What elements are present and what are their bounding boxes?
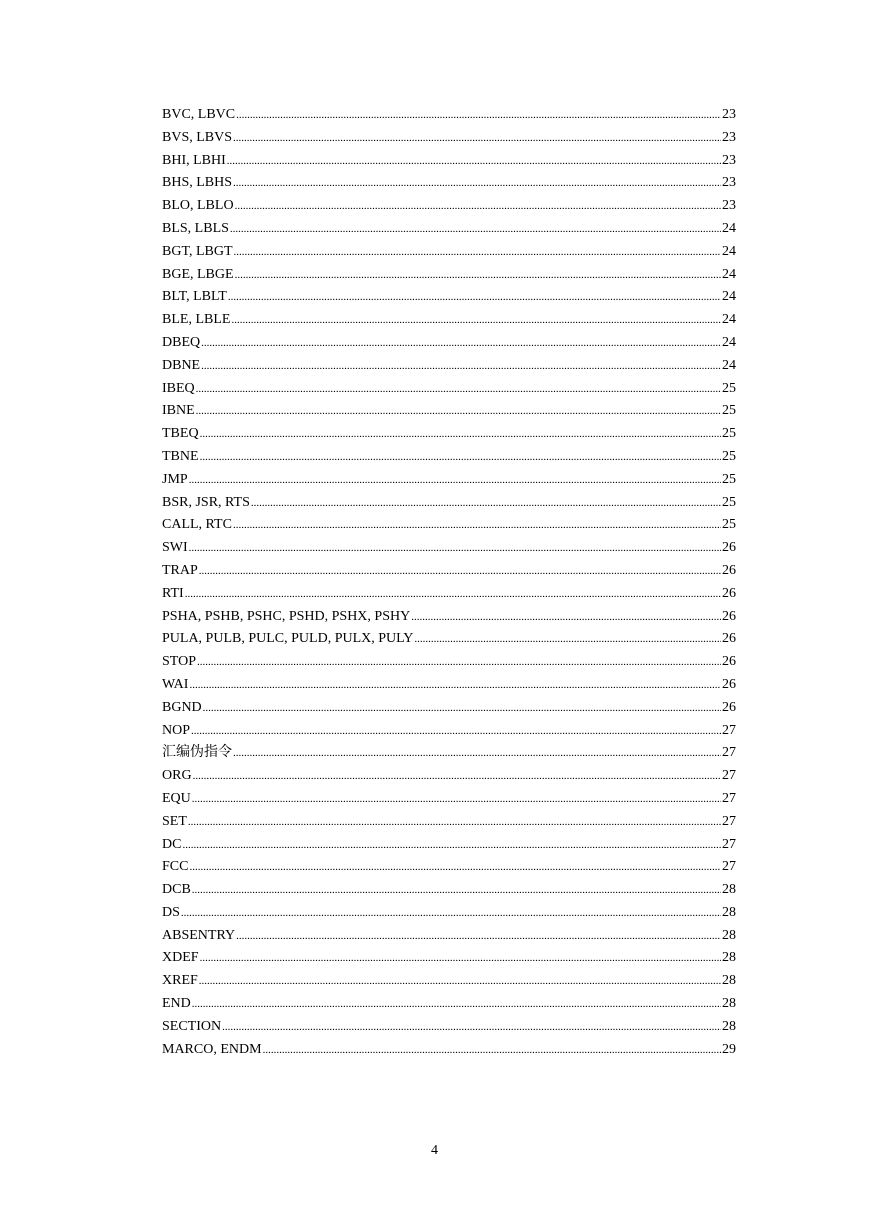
toc-entry-label: BVC, LBVC <box>162 107 236 122</box>
toc-entry-label: BLO, LBLO <box>162 198 234 214</box>
toc-entry-page: 27 <box>722 745 736 761</box>
toc-entry-label: IBNE <box>162 403 195 419</box>
toc-entry[interactable] <box>162 788 736 811</box>
toc-entry-page: 27 <box>722 722 736 738</box>
toc-entry[interactable] <box>162 606 736 629</box>
toc-entry[interactable] <box>162 765 736 788</box>
toc-entry[interactable] <box>162 811 736 834</box>
toc-entry-page: 28 <box>722 950 736 966</box>
dot-leader <box>185 583 721 606</box>
toc-entry[interactable] <box>162 720 736 743</box>
toc-entry[interactable] <box>162 332 736 355</box>
toc-entry[interactable] <box>162 492 736 515</box>
toc-entry[interactable] <box>162 879 736 902</box>
toc-entry-label: FCC <box>162 859 189 875</box>
toc-entry-label: BLS, LBLS <box>162 220 229 236</box>
toc-entry[interactable] <box>162 674 736 697</box>
dot-leader <box>189 469 721 492</box>
toc-entry[interactable] <box>162 856 736 879</box>
toc-entry-page: 28 <box>722 996 736 1012</box>
toc-entry-page: 26 <box>722 631 736 647</box>
dot-leader <box>235 195 721 218</box>
dot-leader <box>192 879 721 902</box>
toc-entry-page: 29 <box>722 1041 736 1057</box>
toc-entry-page: 28 <box>722 904 736 920</box>
toc-entry-page: 24 <box>722 334 736 350</box>
toc-entry-page: 26 <box>722 608 736 624</box>
toc-entry[interactable] <box>162 264 736 287</box>
toc-entry-page: 26 <box>722 699 736 715</box>
toc-entry-label: ABSENTRY <box>162 927 236 943</box>
dot-leader <box>233 172 721 195</box>
toc-entry[interactable] <box>162 1039 736 1062</box>
toc-entry-page: 24 <box>722 243 736 259</box>
toc-entry-label: DBEQ <box>162 334 201 350</box>
dot-leader <box>191 720 721 743</box>
toc-entry-label: STOP <box>162 654 196 670</box>
toc-entry[interactable] <box>162 195 736 218</box>
toc-entry-page: 27 <box>722 813 736 829</box>
toc-entry[interactable] <box>162 993 736 1016</box>
toc-entry-label: JMP <box>162 471 188 487</box>
toc-entry-label: RTI <box>162 585 184 601</box>
toc-entry-page: 24 <box>722 312 736 328</box>
toc-entry-page: 24 <box>722 220 736 236</box>
toc-entry-page: 24 <box>722 289 736 305</box>
toc-entry-label: TBNE <box>162 448 199 464</box>
toc-entry[interactable] <box>162 925 736 948</box>
toc-entry-label: BVS, LBVS <box>162 129 233 145</box>
dot-leader <box>188 811 721 834</box>
toc-entry-label: END <box>162 996 191 1012</box>
dot-leader <box>235 264 721 287</box>
dot-leader <box>236 925 721 948</box>
toc-entry-page: 23 <box>722 107 736 122</box>
toc-entry[interactable] <box>162 309 736 332</box>
toc-entry[interactable] <box>162 104 736 127</box>
toc-entry[interactable] <box>162 514 736 537</box>
toc-entry-label: PULA, PULB, PULC, PULD, PULX, PULY <box>162 631 414 647</box>
toc-entry[interactable] <box>162 697 736 720</box>
toc-entry[interactable] <box>162 560 736 583</box>
toc-entry[interactable] <box>162 1016 736 1039</box>
toc-entry-page: 25 <box>722 471 736 487</box>
dot-leader <box>197 651 721 674</box>
dot-leader <box>196 400 721 423</box>
toc-entry-label: DS <box>162 904 180 920</box>
toc-entry-page: 26 <box>722 562 736 578</box>
toc-entry[interactable] <box>162 469 736 492</box>
toc-entry-label: BGND <box>162 699 202 715</box>
dot-leader <box>231 309 721 332</box>
toc-entry-page: 25 <box>722 403 736 419</box>
dot-leader <box>228 286 721 309</box>
dot-leader <box>227 150 721 173</box>
toc-entry[interactable] <box>162 628 736 651</box>
dot-leader <box>263 1039 721 1062</box>
dot-leader <box>196 378 721 401</box>
toc-entry-label: TRAP <box>162 562 198 578</box>
dot-leader <box>192 993 721 1016</box>
toc-entry-page: 25 <box>722 426 736 442</box>
toc-entry-label: XREF <box>162 973 198 989</box>
toc-entry-label: NOP <box>162 722 191 738</box>
toc-entry-label: BGT, LBGT <box>162 243 233 259</box>
dot-leader <box>200 947 721 970</box>
dot-leader <box>200 423 721 446</box>
dot-leader <box>233 514 721 537</box>
toc-entry-page: 24 <box>722 266 736 282</box>
dot-leader <box>192 788 721 811</box>
dot-leader <box>222 1016 721 1039</box>
toc-entry-label: DCB <box>162 882 191 898</box>
dot-leader <box>201 355 721 378</box>
dot-leader <box>236 104 721 127</box>
toc-entry[interactable] <box>162 970 736 993</box>
dot-leader <box>189 856 721 879</box>
toc-entry[interactable] <box>162 947 736 970</box>
toc-entry-page: 25 <box>722 448 736 464</box>
dot-leader <box>201 332 721 355</box>
dot-leader <box>414 628 721 651</box>
toc-entry[interactable] <box>162 378 736 401</box>
toc-entry-page: 27 <box>722 790 736 806</box>
toc-entry[interactable] <box>162 583 736 606</box>
toc-entry[interactable] <box>162 651 736 674</box>
table-of-contents <box>162 104 736 1061</box>
toc-entry-label: BSR, JSR, RTS <box>162 494 250 510</box>
toc-entry-label: IBEQ <box>162 380 195 396</box>
dot-leader <box>199 560 721 583</box>
toc-entry[interactable] <box>162 355 736 378</box>
page-number: 4 <box>431 1143 438 1158</box>
toc-entry[interactable] <box>162 127 736 150</box>
toc-entry-page: 27 <box>722 836 736 852</box>
toc-entry-label: TBEQ <box>162 426 199 442</box>
toc-entry-page: 26 <box>722 585 736 601</box>
toc-entry-page: 24 <box>722 357 736 373</box>
toc-entry-page: 28 <box>722 927 736 943</box>
toc-entry[interactable] <box>162 150 736 173</box>
toc-entry[interactable] <box>162 446 736 469</box>
toc-entry-page: 25 <box>722 380 736 396</box>
toc-entry-label: SECTION <box>162 1018 222 1034</box>
toc-entry-label: PSHA, PSHB, PSHC, PSHD, PSHX, PSHY <box>162 608 411 624</box>
toc-entry-label: BLE, LBLE <box>162 312 231 328</box>
dot-leader <box>200 446 721 469</box>
dot-leader <box>234 241 721 264</box>
toc-entry[interactable] <box>162 241 736 264</box>
toc-entry[interactable] <box>162 400 736 423</box>
toc-entry[interactable] <box>162 537 736 560</box>
toc-entry-page: 26 <box>722 676 736 692</box>
dot-leader <box>193 765 721 788</box>
toc-entry-label: BHS, LBHS <box>162 175 233 191</box>
dot-leader <box>203 697 721 720</box>
toc-entry-label: SWI <box>162 540 188 556</box>
dot-leader <box>233 127 721 150</box>
toc-entry-page: 27 <box>722 859 736 875</box>
toc-entry-label: DC <box>162 836 182 852</box>
toc-entry[interactable] <box>162 742 736 765</box>
toc-entry-label: WAI <box>162 676 189 692</box>
toc-entry-page: 26 <box>722 540 736 556</box>
toc-entry-label: BHI, LBHI <box>162 152 226 168</box>
toc-entry-page: 25 <box>722 494 736 510</box>
toc-entry-page: 23 <box>722 129 736 145</box>
toc-entry-label: XDEF <box>162 950 199 966</box>
dot-leader <box>182 834 721 857</box>
toc-entry-page: 26 <box>722 654 736 670</box>
toc-entry-page: 28 <box>722 1018 736 1034</box>
toc-entry-label: 汇编伪指令 <box>162 745 232 761</box>
toc-entry-page: 23 <box>722 175 736 191</box>
toc-entry-label: ORG <box>162 768 192 784</box>
dot-leader <box>189 537 721 560</box>
toc-entry[interactable] <box>162 834 736 857</box>
toc-entry-label: EQU <box>162 790 191 806</box>
toc-entry-label: BGE, LBGE <box>162 266 234 282</box>
dot-leader <box>181 902 721 925</box>
toc-entry-label: MARCO, ENDM <box>162 1041 262 1057</box>
dot-leader <box>199 970 721 993</box>
toc-entry-page: 23 <box>722 152 736 168</box>
toc-entry-label: SET <box>162 813 187 829</box>
dot-leader <box>411 606 721 629</box>
toc-entry[interactable] <box>162 286 736 309</box>
toc-entry-label: BLT, LBLT <box>162 289 227 305</box>
dot-leader <box>230 218 721 241</box>
toc-entry-page: 28 <box>722 882 736 898</box>
toc-entry-page: 23 <box>722 198 736 214</box>
toc-entry[interactable] <box>162 902 736 925</box>
toc-entry[interactable] <box>162 423 736 446</box>
toc-entry-label: CALL, RTC <box>162 517 232 533</box>
dot-leader <box>251 492 721 515</box>
toc-entry[interactable] <box>162 218 736 241</box>
toc-entry[interactable] <box>162 172 736 195</box>
toc-entry-page: 27 <box>722 768 736 784</box>
toc-entry-page: 28 <box>722 973 736 989</box>
toc-entry-label: DBNE <box>162 357 201 373</box>
dot-leader <box>189 674 721 697</box>
dot-leader <box>233 742 721 765</box>
toc-entry-page: 25 <box>722 517 736 533</box>
